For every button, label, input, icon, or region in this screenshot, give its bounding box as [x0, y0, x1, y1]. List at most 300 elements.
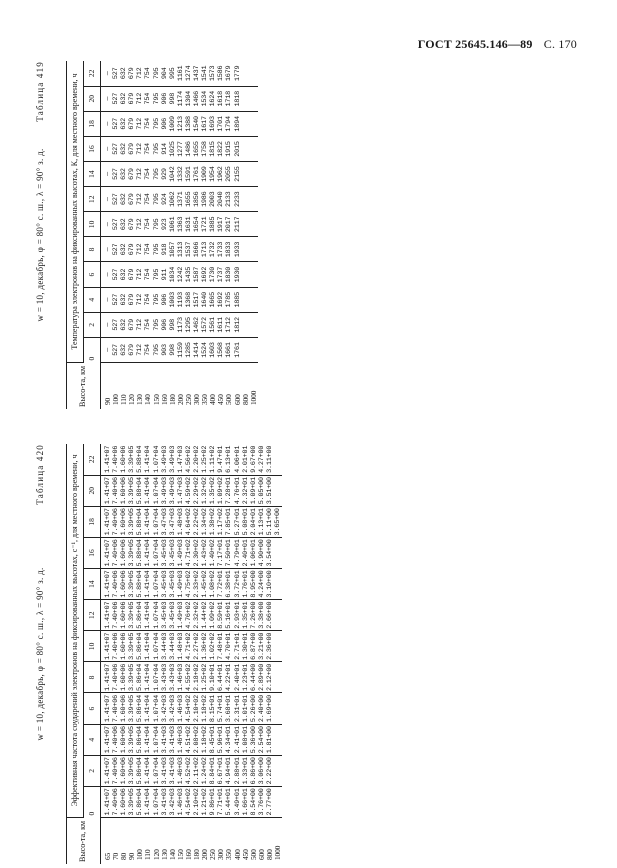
height-value: 90 [103, 397, 112, 405]
table-cell: 2.71+01 [233, 632, 242, 660]
table-cell: 1025 [168, 141, 177, 157]
table-cell: 1655 [193, 141, 202, 157]
hour-header: 10 [84, 212, 101, 237]
table-cell: 3.45+03 [168, 570, 177, 598]
table-cell: 5.88+04 [136, 445, 145, 473]
table-cell: 712 [136, 193, 145, 206]
table-cell [242, 339, 250, 361]
table-cell: 2.30+02 [193, 539, 202, 567]
height-value: 140 [143, 394, 153, 405]
table-cell: 754 [144, 268, 153, 281]
table-cell: 2.36+00 [265, 632, 274, 660]
table-cell: 5.88+04 [136, 570, 145, 598]
table-cell: 795 [152, 143, 161, 155]
table-cell: 712 [136, 218, 145, 231]
table-cell: 1.60+06 [120, 445, 129, 473]
table-cell: 3.49+01 [233, 788, 242, 816]
table-cell: 795 [152, 344, 161, 356]
height-value: 70 [111, 852, 121, 860]
height-value: 180 [192, 849, 202, 860]
table-cell: 2.10+02 [193, 694, 202, 723]
table-cell: 3.39+05 [128, 445, 137, 473]
table-cell: 1003 [168, 291, 177, 308]
table-cell: 7.40+06 [112, 663, 121, 692]
table-cell: 1.07+04 [152, 726, 161, 754]
table-cell: 7.40+06 [112, 477, 121, 505]
table-cell: 5.88+04 [136, 508, 145, 536]
table-cell: 1815 [209, 141, 218, 157]
table-cell: 2055 [225, 166, 234, 182]
table-cell: 1.41+07 [104, 445, 112, 473]
table-cell: 3.47+03 [168, 508, 177, 536]
height-value: 65 [103, 852, 112, 860]
hour-column [101, 506, 283, 537]
hour-column [101, 693, 283, 724]
table-cell: 2233 [233, 191, 242, 207]
table-cell [250, 88, 258, 110]
table-cell: 1655 [184, 191, 193, 207]
table-cell: 632 [120, 293, 129, 306]
table-cell: 1.06+01 [249, 539, 258, 567]
table-cell: 2117 [233, 216, 242, 233]
table-cell: 1885 [209, 216, 218, 233]
hour-column [101, 237, 258, 262]
table-cell [250, 339, 258, 361]
table-cell: 1.49+03 [176, 601, 185, 629]
table-cell: 4.71+02 [184, 632, 193, 660]
table-cell: 1534 [201, 90, 210, 107]
table-cell: 3.41+03 [160, 757, 169, 785]
hour-header: 18 [84, 506, 101, 537]
table-cell: 1730 [209, 266, 218, 283]
table-cell: 1.41+04 [144, 663, 153, 692]
hour-header: 0 [84, 337, 101, 362]
table-cell [250, 113, 258, 135]
height-value: 110 [119, 394, 129, 405]
table-cell: 3.49+03 [168, 477, 177, 505]
table-cell: 527 [112, 293, 121, 306]
table-cell [242, 163, 250, 185]
table-cell: 4.24+00 [257, 570, 266, 598]
table-cell: 1363 [176, 216, 185, 233]
table-cell: 1.41+04 [144, 539, 153, 567]
table-cell: 1.60+06 [120, 757, 129, 785]
table-cell: 2.40+01 [233, 663, 242, 692]
hour-header: 8 [84, 662, 101, 693]
table-cell [242, 113, 250, 135]
height-column [101, 363, 258, 410]
table-cell: 1.41+07 [104, 632, 112, 660]
table-cell: 1712 [225, 317, 234, 333]
height-value: 180 [167, 394, 177, 405]
table-cell: 3.39+05 [128, 632, 137, 660]
height-value: 300 [216, 849, 226, 860]
hour-column [101, 786, 283, 817]
table-cell: 1718 [225, 90, 234, 107]
table-cell: 1.09+02 [217, 477, 226, 505]
table-cell: 679 [128, 319, 137, 331]
table-cell: 5.16+01 [225, 601, 234, 629]
table-cell: 1631 [184, 216, 193, 233]
table-cell: 1.41+07 [104, 694, 112, 723]
table-cell: 1371 [176, 191, 185, 207]
height-value: 500 [248, 849, 258, 860]
height-value: 350 [200, 394, 210, 405]
table-cell: 7.26+00 [249, 601, 258, 629]
table-cell: 1.49+03 [176, 539, 185, 567]
table-cell: 4.54+02 [184, 694, 193, 723]
table-cell [250, 314, 258, 336]
table-cell: 795 [152, 218, 161, 231]
data-table [66, 444, 282, 864]
table-cell: 1737 [217, 266, 226, 283]
height-value: 400 [232, 849, 242, 860]
table-cell: 1517 [193, 291, 202, 308]
table-cell: 1.41+07 [104, 508, 112, 536]
table-cell: 1159 [176, 342, 185, 358]
height-value: 500 [224, 394, 234, 405]
table-cell: 3.38+00 [257, 601, 266, 629]
table-cell: 906 [160, 319, 169, 331]
table-cell: 632 [120, 268, 129, 281]
table-cell: 1.35+02 [209, 477, 218, 505]
table-cell: 3.49+03 [160, 477, 169, 505]
table-cell: 527 [112, 268, 121, 281]
table-cell: 679 [128, 344, 137, 356]
table-cell: 1.07+04 [152, 663, 161, 692]
height-value: 1000 [248, 390, 258, 405]
table-cell: 1.07+04 [152, 788, 161, 816]
table-cell: 8.54+00 [249, 788, 258, 816]
table-cell: 1785 [225, 291, 234, 308]
table-cell: 1.13+01 [257, 508, 266, 536]
table-cell: 3.39+05 [128, 601, 137, 629]
table-cell: 679 [128, 143, 137, 155]
table-cell: 3.45+03 [160, 570, 169, 598]
table-cell: 1.02+02 [209, 632, 218, 660]
table-cell [242, 238, 250, 260]
table-cell: 3.39+05 [128, 663, 137, 692]
height-value: 110 [143, 849, 153, 860]
table-cell: 1.24+02 [201, 757, 210, 785]
table-cell: 7.40+06 [112, 570, 121, 598]
table-cell: 1885 [233, 291, 242, 308]
table-cell: 3.42+03 [160, 694, 169, 723]
table-cell: 1.48+03 [176, 508, 185, 536]
table-cell: 679 [128, 92, 137, 105]
table-cell: 1.81+00 [265, 726, 274, 754]
table-cell: 1692 [217, 291, 226, 308]
height-value: 250 [183, 394, 193, 405]
table-cell: 1174 [176, 90, 185, 107]
table-cell: 7.17+01 [217, 539, 226, 567]
table-cell: 679 [128, 118, 137, 130]
table-cell: 795 [152, 193, 161, 206]
height-value: 150 [175, 849, 185, 860]
table-cell: 3.65+00 [273, 508, 282, 536]
table-cell [242, 138, 250, 160]
table-cell: 632 [120, 193, 129, 206]
table-cell: 923 [160, 218, 169, 231]
table-cell: 3.43+03 [160, 663, 169, 692]
table-cell: 3.39+05 [128, 570, 137, 598]
table-cell: 995 [168, 67, 177, 80]
table-cell: 1.60+06 [120, 508, 129, 536]
page-header [418, 37, 577, 52]
table-cell: 1.41+07 [104, 726, 112, 754]
table-cell: 998 [168, 92, 177, 105]
table-cell: 2.93+01 [233, 601, 242, 629]
table-cell: 4.76+02 [184, 601, 193, 629]
table-cell: 1.49+03 [176, 570, 185, 598]
table-cell: 3.49+03 [160, 445, 169, 473]
hour-header: 2 [84, 755, 101, 786]
table-cell: 6.87+00 [249, 632, 258, 660]
table-cell: 5.44+01 [225, 788, 234, 816]
hour-header: 16 [84, 136, 101, 161]
table-cell: 2.40+01 [241, 539, 250, 567]
table-cell: 2040 [217, 191, 226, 207]
table-cell: 2.32+01 [241, 477, 250, 505]
table-cell: 2133 [225, 191, 234, 207]
height-column [101, 818, 283, 865]
table-cell: 6.44+00 [249, 663, 258, 692]
table-cell: 1.60+06 [120, 694, 129, 723]
table-cell: 1009 [168, 116, 177, 132]
table-cell: 4.27+00 [257, 445, 266, 473]
table-cell: 1.41+07 [104, 663, 112, 692]
table-cell [242, 62, 250, 85]
height-value: 120 [151, 849, 161, 860]
table-cell: 1.60+06 [120, 477, 129, 505]
table-cell: 4.70+01 [225, 632, 234, 660]
table-cell: 3.21+00 [257, 632, 266, 660]
table-cell: 8.15+01 [209, 694, 218, 723]
table-cell: 1.07+04 [152, 632, 161, 660]
table-cell: 3.39+05 [128, 477, 137, 505]
table-cell: 754 [144, 344, 153, 356]
table-419-block [36, 61, 596, 409]
table-cell: 1388 [184, 116, 193, 132]
table-cell: 2.33+02 [193, 570, 202, 598]
height-value: 600 [256, 849, 266, 860]
table-cell: 4.71+02 [184, 539, 193, 567]
table-cell: 5.05+00 [257, 477, 266, 505]
table-cell: — [104, 222, 112, 227]
table-cell: 5.96+01 [217, 726, 226, 754]
table-cell: 906 [160, 118, 169, 130]
table-cell: 1732 [209, 241, 218, 258]
table-cell [274, 757, 282, 785]
table-cell [274, 601, 282, 629]
table-cell [274, 788, 282, 816]
table-cell: 1332 [176, 166, 185, 182]
table-cell: 9.86+01 [209, 788, 218, 816]
table-cell: 1794 [225, 116, 234, 132]
table-cell: 7.48+01 [217, 632, 226, 660]
table-cell: 1833 [225, 241, 234, 258]
table-cell: 1618 [217, 90, 226, 107]
table-cell: 3.42+03 [168, 694, 177, 723]
height-value: 450 [240, 849, 250, 860]
table-cell: 1915 [225, 141, 234, 157]
table-cell: 6.38+01 [225, 570, 234, 598]
table-cell: 754 [144, 143, 153, 155]
table-cell: 3.41+03 [168, 757, 177, 785]
table-cell: 679 [128, 243, 137, 256]
height-value: 1000 [272, 845, 282, 860]
table-cell: 1.60+06 [120, 570, 129, 598]
table-cell: — [104, 96, 112, 101]
table-cell: 1713 [201, 241, 210, 258]
table-cell [250, 264, 258, 286]
table-cell: 1617 [201, 116, 210, 132]
table-cell: 7.71+01 [217, 788, 226, 816]
height-value: 140 [167, 849, 177, 860]
table-cell: 1.07+04 [152, 757, 161, 785]
table-cell: 1.41+07 [104, 477, 112, 505]
table-cell: 3.39+05 [128, 757, 137, 785]
table-cell: 7.40+06 [112, 601, 121, 629]
table-cell: 5.88+04 [136, 477, 145, 505]
table-cell: 712 [136, 243, 145, 256]
table-cell: 7.40+06 [112, 539, 121, 567]
table-cell: 1568 [217, 342, 226, 358]
table-cell: 1.41+04 [144, 445, 153, 473]
table-cell: 754 [144, 193, 153, 206]
table-cell: 7.40+06 [112, 757, 121, 785]
table-cell: 679 [128, 218, 137, 231]
table-cell: 1537 [184, 241, 193, 258]
table-cell: 3.41+03 [168, 726, 177, 754]
table-cell: 1587 [193, 266, 202, 283]
table-cell [250, 289, 258, 311]
table-cell: 2.08+02 [193, 726, 202, 754]
table-cell: 1640 [201, 291, 210, 308]
table-cell: 1.41+07 [104, 788, 112, 816]
table-cell: 679 [128, 67, 137, 80]
table-cell: — [104, 272, 112, 277]
table-cell: 1.18+02 [201, 726, 210, 754]
table-cell: 4.94+01 [225, 757, 234, 785]
table-cell: 1.60+06 [120, 663, 129, 692]
table-cell: 1.36+02 [201, 632, 210, 660]
table-cell [274, 695, 282, 723]
table-cell: 3.47+03 [160, 508, 169, 536]
height-value: 160 [159, 394, 169, 405]
table-cell: 1.07+04 [152, 539, 161, 567]
table-cell: 6.44+01 [217, 663, 226, 692]
hour-header: 6 [84, 262, 101, 287]
hour-column [101, 287, 258, 312]
table-cell: 1701 [217, 116, 226, 132]
height-value: 100 [135, 849, 145, 860]
hour-header: 14 [84, 569, 101, 600]
table-cell: 632 [120, 218, 129, 231]
table-cell: 7.72+01 [217, 570, 226, 598]
table-cell: 1.34+02 [201, 508, 210, 536]
table-cell: 632 [120, 67, 129, 80]
table-cell: 1541 [201, 65, 210, 82]
table-cell: 527 [112, 344, 121, 356]
table-cell: 1161 [176, 65, 185, 82]
hour-column [101, 111, 258, 136]
table-cell: 1.41+04 [144, 726, 153, 754]
table-cell: 1561 [209, 317, 218, 333]
table-cell: 5.74+01 [217, 694, 226, 723]
table-cell: 1930 [233, 266, 242, 283]
table-cell [242, 289, 250, 311]
table-cell: 2.11+02 [193, 757, 202, 785]
table-cell: 1.32+02 [201, 477, 210, 505]
table-cell: 1822 [217, 141, 226, 157]
height-value: 130 [159, 849, 169, 860]
table-cell: — [104, 247, 112, 252]
table-cell: 1665 [209, 291, 218, 308]
table-cell: 712 [136, 168, 145, 180]
table-cell: 1.18+02 [201, 694, 210, 723]
table-cell: 1812 [233, 317, 242, 333]
table-cell: 7.40+06 [112, 508, 121, 536]
table-cell [250, 62, 258, 85]
table-420-block [36, 444, 596, 864]
table-cell: 1758 [201, 141, 210, 157]
hour-column [101, 212, 258, 237]
table-cell: 1.07+04 [152, 477, 161, 505]
hour-column [101, 312, 258, 337]
table-cell: 1242 [176, 266, 185, 283]
table-cell: 8.84+01 [209, 757, 218, 785]
table-cell: 795 [152, 319, 161, 331]
table-cell: 1057 [168, 241, 177, 258]
table-cell: 1733 [217, 241, 226, 258]
table-cell: 1.47+03 [176, 445, 185, 473]
table-cell: 1277 [176, 141, 185, 157]
table-cell: 1761 [233, 342, 242, 358]
table-cell: 1.76+01 [241, 570, 250, 598]
table-cell: 1437 [193, 65, 202, 82]
table-cell: 1.48+03 [176, 632, 185, 660]
table-cell: 754 [144, 67, 153, 80]
table-cell: 3.51+00 [265, 477, 274, 505]
table-cell: 4.51+02 [184, 726, 193, 754]
table-cell: 9.10+01 [209, 663, 218, 692]
table-cell: 7.50+01 [225, 539, 234, 567]
table-cell: 4.34+01 [225, 726, 234, 754]
table-cell: 1761 [193, 166, 202, 182]
hour-header: 20 [84, 86, 101, 111]
height-value: 200 [200, 849, 210, 860]
hour-column [101, 724, 283, 755]
table-cell: 4.79+01 [233, 539, 242, 567]
table-cell: 1.46+03 [176, 788, 185, 816]
table-cell: 754 [144, 293, 153, 306]
table-cell: 1.41+04 [144, 601, 153, 629]
table-cell: 8.59+01 [217, 601, 226, 629]
table-cell: 1313 [176, 241, 185, 258]
table-cell: 632 [120, 118, 129, 130]
table-subcaption: Эффективная частота соударений электронов на фиксированных высотах, с⁻¹, для местного времени, ч [67, 444, 84, 818]
table-cell: 1962 [217, 166, 226, 182]
table-cell: 632 [120, 143, 129, 155]
table-cell: 1.41+04 [144, 757, 153, 785]
table-cell: 2.31+01 [233, 694, 242, 723]
table-cell: 5.86+04 [136, 601, 145, 629]
table-cell: 1693 [209, 116, 218, 132]
table-cell: 2.01+01 [241, 445, 250, 473]
table-cell: 5.27+01 [233, 508, 242, 536]
table-cell: — [104, 71, 112, 76]
